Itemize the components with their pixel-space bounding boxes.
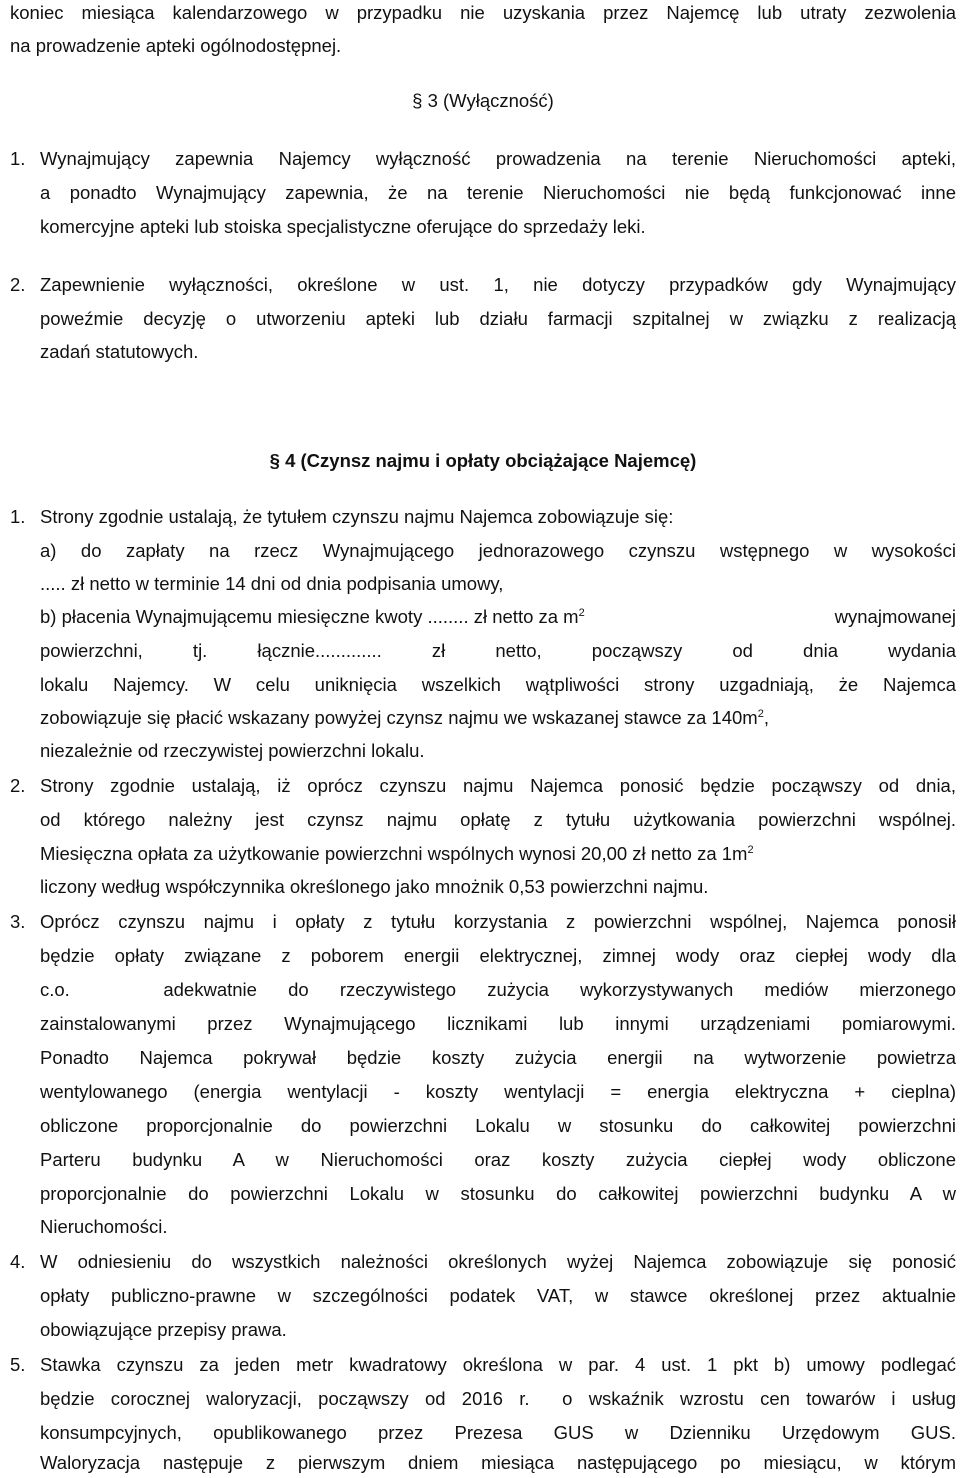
- paragraph-line: Strony zgodnie ustalają, że tytułem czynszu najmu Najemca zobowiązuje się:: [40, 506, 674, 527]
- text-run: wynajmowanej: [834, 606, 956, 627]
- paragraph-line: Strony zgodnie ustalają, iż oprócz czynszu najmu Najemca ponosić będzie począwszy od dnia,: [40, 775, 956, 796]
- paragraph-line: a ponadto Wynajmujący zapewnia, że na terenie Nieruchomości nie będą funkcjonować inne: [40, 182, 956, 203]
- superscript: 2: [757, 708, 764, 720]
- paragraph-line: a) do zapłaty na rzecz Wynajmującego jednorazowego czynszu wstępnego w wysokości: [40, 540, 956, 561]
- paragraph-line: Waloryzacja następuje z pierwszym dniem miesiąca następującego po miesiącu, w którym: [40, 1452, 956, 1473]
- text-run: b) płacenia Wynajmującemu miesięczne kwoty ........ zł netto za m: [40, 606, 579, 627]
- intro-line: na prowadzenie apteki ogólnodostępnej.: [10, 35, 342, 56]
- paragraph-line: powierzchni, tj. łącznie............. zł netto, począwszy od dnia wydania: [40, 640, 956, 661]
- paragraph-line: Stawka czynszu za jeden metr kwadratowy określona w par. 4 ust. 1 pkt b) umowy podlegać: [40, 1354, 956, 1375]
- paragraph-line: Wynajmujący zapewnia Najemcy wyłączność prowadzenia na terenie Nieruchomości apteki,: [40, 148, 956, 169]
- paragraph-line: Oprócz czynszu najmu i opłaty z tytułu korzystania z powierzchni wspólnej, Najemca ponosił: [40, 911, 956, 932]
- paragraph-line: proporcjonalnie do powierzchni Lokalu w stosunku do całkowitej powierzchni budynku A w: [40, 1183, 956, 1204]
- section-heading: § 4 (Czynsz najmu i opłaty obciążające Najemcę): [269, 450, 697, 471]
- paragraph-line: zadań statutowych.: [40, 341, 199, 362]
- paragraph-line: od którego należny jest czynsz najmu opłatę z tytułu użytkowania powierzchni wspólnej.: [40, 809, 956, 830]
- list-number: 4.: [10, 1251, 26, 1272]
- paragraph-line: komercyjne apteki lub stoiska specjalistyczne oferujące do sprzedaży leki.: [40, 216, 646, 237]
- paragraph-line: liczony według współczynnika określonego jako mnożnik 0,53 powierzchni najmu.: [40, 876, 709, 897]
- paragraph-line: ..... zł netto w terminie 14 dni od dnia podpisania umowy,: [40, 573, 504, 594]
- text-run: ,: [763, 707, 769, 728]
- list-number: 2.: [10, 775, 26, 796]
- paragraph-line: konsumpcyjnych, opublikowanego przez Prezesa GUS w Dzienniku Urzędowym GUS.: [40, 1422, 956, 1443]
- paragraph-line: będzie corocznej waloryzacji, począwszy od 2016 r. o wskaźnik wzrostu cen towarów i usług: [40, 1388, 956, 1409]
- paragraph-line: Zapewnienie wyłączności, określone w ust. 1, nie dotyczy przypadków gdy Wynajmujący: [40, 274, 956, 295]
- paragraph-line: c.o. adekwatnie do rzeczywistego zużycia wykorzystywanych mediów mierzonego: [40, 979, 956, 1000]
- paragraph-line: Nieruchomości.: [40, 1216, 168, 1237]
- paragraph-line: [40, 841, 956, 867]
- text-run: [40, 604, 585, 630]
- paragraph-line: obliczone proporcjonalnie do powierzchni Lokalu w stosunku do całkowitej powierzchni: [40, 1115, 956, 1136]
- paragraph-line: lokalu Najemcy. W celu uniknięcia wszelkich wątpliwości strony uzgadniają, że Najemca: [40, 674, 956, 695]
- text-run: Miesięczna opłata za użytkowanie powierzchni wspólnych wynosi 20,00 zł netto za 1m: [40, 843, 748, 864]
- paragraph-line: [40, 604, 956, 630]
- paragraph-line: poweźmie decyzję o utworzeniu apteki lub działu farmacji szpitalnej w związku z realizacją: [40, 308, 956, 329]
- text-run: zobowiązuje się płacić wskazany powyżej czynsz najmu we wskazanej stawce za 140m: [40, 707, 758, 728]
- paragraph-line: Ponadto Najemca pokrywał będzie koszty zużycia energii na wytworzenie powietrza: [40, 1047, 956, 1068]
- paragraph-line: będzie opłaty związane z poborem energii elektrycznej, zimnej wody oraz ciepłej wody dla: [40, 945, 956, 966]
- paragraph-line: opłaty publiczno-prawne w szczególności podatek VAT, w stawce określonej przez aktualnie: [40, 1285, 956, 1306]
- paragraph-line: niezależnie od rzeczywistej powierzchni lokalu.: [40, 740, 425, 761]
- list-number: 2.: [10, 274, 26, 295]
- paragraph-line: W odniesieniu do wszystkich należności określonych wyżej Najemca zobowiązuje się ponosić: [40, 1251, 956, 1272]
- paragraph-line: zainstalowanymi przez Wynajmującego licznikami lub innymi urządzeniami pomiarowymi.: [40, 1013, 956, 1034]
- list-number: 3.: [10, 911, 26, 932]
- section-heading: § 3 (Wyłączność): [412, 90, 554, 111]
- paragraph-line: obowiązujące przepisy prawa.: [40, 1319, 287, 1340]
- paragraph-line: Parteru budynku A w Nieruchomości oraz koszty zużycia ciepłej wody obliczone: [40, 1149, 956, 1170]
- list-number: 5.: [10, 1354, 26, 1375]
- superscript: 2: [578, 607, 585, 619]
- list-number: 1.: [10, 506, 26, 527]
- list-number: 1.: [10, 148, 26, 169]
- intro-line: koniec miesiąca kalendarzowego w przypadku nie uzyskania przez Najemcę lub utraty zezwolenia: [10, 2, 956, 23]
- paragraph-line: [40, 705, 956, 731]
- superscript: 2: [747, 844, 754, 856]
- paragraph-line: wentylowanego (energia wentylacji - koszty wentylacji = energia elektryczna + cieplna): [40, 1081, 956, 1102]
